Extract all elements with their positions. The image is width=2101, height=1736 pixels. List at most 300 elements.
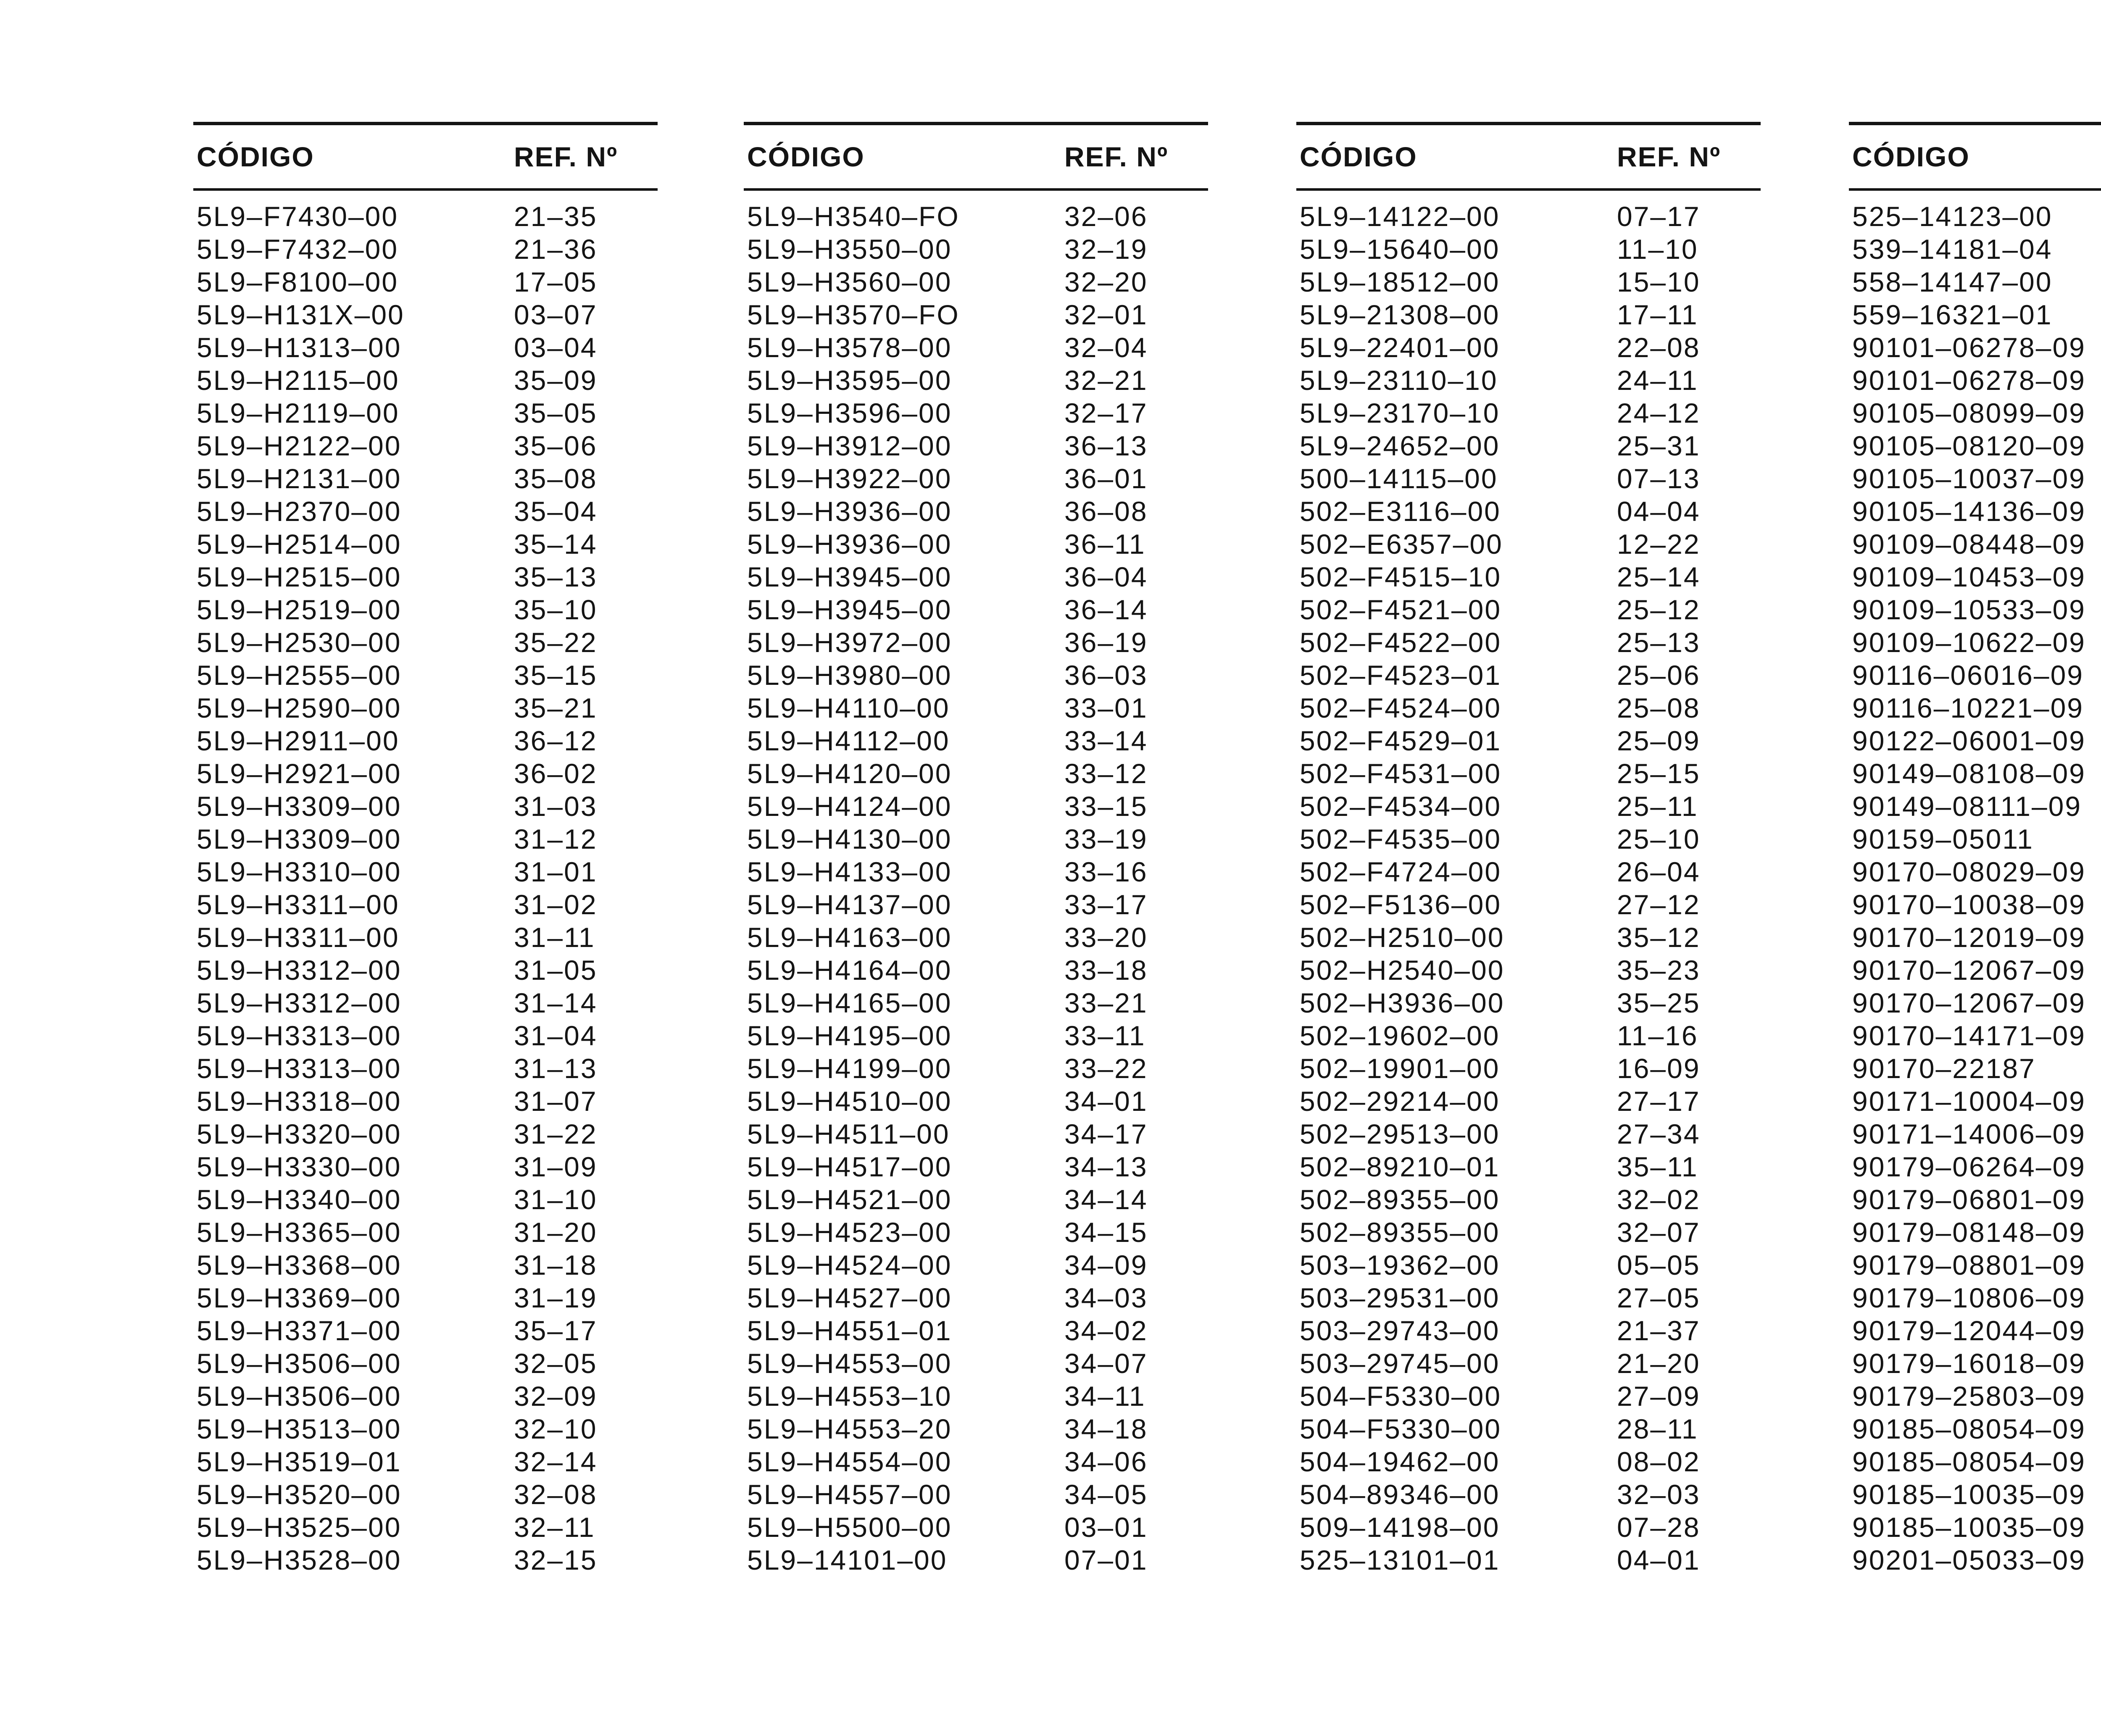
part-code: 5L9–H3313–00 — [197, 1053, 402, 1084]
table-row — [193, 1249, 658, 1281]
table-row — [1849, 1216, 2101, 1249]
table-row — [193, 1052, 658, 1085]
table-row — [1296, 1347, 1761, 1380]
table-row — [744, 888, 1208, 921]
part-code: 502–F4724–00 — [1300, 856, 1502, 887]
part-code: 5L9–22401–00 — [1300, 332, 1500, 363]
ref-number: 32–20 — [1064, 266, 1148, 297]
ref-number: 35–10 — [514, 594, 598, 625]
part-code: 90149–08111–09 — [1852, 791, 2082, 822]
part-code: 5L9–H3578–00 — [747, 332, 952, 363]
table-row — [1296, 986, 1761, 1019]
ref-number: 33–19 — [1064, 823, 1148, 855]
table-row — [744, 1249, 1208, 1281]
ref-number: 32–10 — [514, 1413, 598, 1444]
ref-number: 35–05 — [514, 397, 598, 429]
ref-number: 31–12 — [514, 823, 598, 855]
ref-number: 32–19 — [1064, 234, 1148, 265]
table-row — [1296, 593, 1761, 626]
table-row — [193, 1150, 658, 1183]
part-code: 5L9–H2921–00 — [197, 758, 402, 789]
parts-list — [193, 200, 658, 1576]
ref-number: 11–10 — [1617, 234, 1698, 265]
part-code: 90170–12067–09 — [1852, 987, 2086, 1018]
ref-number: 21–20 — [1617, 1348, 1701, 1379]
table-row — [744, 462, 1208, 495]
column-header — [193, 125, 658, 188]
ref-number: 24–11 — [1617, 365, 1698, 396]
part-code: 5L9–H3318–00 — [197, 1086, 402, 1117]
ref-number: 21–37 — [1617, 1315, 1701, 1346]
part-code: 5L9–H3371–00 — [197, 1315, 402, 1346]
ref-number: 35–08 — [514, 463, 598, 494]
part-code: 5L9–H4164–00 — [747, 955, 952, 986]
table-row — [744, 921, 1208, 954]
table-row — [1849, 200, 2101, 233]
table-row — [744, 1380, 1208, 1412]
ref-number: 32–08 — [514, 1479, 598, 1510]
part-code: 5L9–H3528–00 — [197, 1544, 402, 1576]
ref-number: 35–22 — [514, 627, 598, 658]
ref-number: 16–09 — [1617, 1053, 1701, 1084]
ref-number: 32–05 — [514, 1348, 598, 1379]
part-code: 539–14181–04 — [1852, 234, 2053, 265]
ref-number: 31–09 — [514, 1151, 598, 1182]
table-row — [1849, 298, 2101, 331]
table-row — [193, 266, 658, 298]
table-row — [1849, 626, 2101, 659]
part-code: 5L9–H3980–00 — [747, 660, 952, 691]
part-code: 5L9–H3520–00 — [197, 1479, 402, 1510]
part-code: 5L9–H3340–00 — [197, 1184, 402, 1215]
ref-number: 36–08 — [1064, 496, 1148, 527]
ref-number: 34–13 — [1064, 1151, 1148, 1182]
table-row — [1296, 1511, 1761, 1544]
part-code: 5L9–H3936–00 — [747, 529, 952, 560]
table-row — [1296, 692, 1761, 724]
ref-number: 36–03 — [1064, 660, 1148, 691]
ref-number: 33–22 — [1064, 1053, 1148, 1084]
table-row — [1296, 1445, 1761, 1478]
table-row — [1849, 560, 2101, 593]
table-row — [193, 200, 658, 233]
table-row — [1296, 429, 1761, 462]
part-code: 5L9–H4163–00 — [747, 922, 952, 953]
part-code: 5L9–F7432–00 — [197, 234, 399, 265]
part-code: 5L9–H3922–00 — [747, 463, 952, 494]
part-code: 5L9–H3369–00 — [197, 1282, 402, 1313]
ref-number: 07–17 — [1617, 201, 1701, 232]
ref-number: 27–12 — [1617, 889, 1701, 920]
part-code: 5L9–H3596–00 — [747, 397, 952, 429]
table-row — [193, 954, 658, 986]
part-code: 5L9–H4124–00 — [747, 791, 952, 822]
ref-number: 33–15 — [1064, 791, 1148, 822]
ref-number: 35–25 — [1617, 987, 1701, 1018]
part-code: 5L9–H3513–00 — [197, 1413, 402, 1444]
table-row — [193, 560, 658, 593]
table-row — [1849, 429, 2101, 462]
table-row — [1296, 1019, 1761, 1052]
part-code: 5L9–H4553–10 — [747, 1381, 952, 1412]
table-row — [1296, 200, 1761, 233]
table-row — [744, 233, 1208, 266]
header-top-rule — [1849, 122, 2101, 125]
part-code: 90159–05011 — [1852, 823, 2034, 855]
ref-number: 17–05 — [514, 266, 598, 297]
part-code: 5L9–H3311–00 — [197, 889, 400, 920]
ref-number: 34–03 — [1064, 1282, 1148, 1313]
part-code: 90105–08120–09 — [1852, 430, 2086, 461]
table-row — [1849, 692, 2101, 724]
table-row — [1296, 659, 1761, 692]
table-row — [1849, 1511, 2101, 1544]
part-code: 90170–14171–09 — [1852, 1020, 2086, 1051]
ref-number: 07–13 — [1617, 463, 1701, 494]
table-row — [744, 1085, 1208, 1118]
table-row — [1296, 954, 1761, 986]
table-row — [1849, 1281, 2101, 1314]
part-code: 5L9–H2514–00 — [197, 529, 402, 560]
part-code: 5L9–H2370–00 — [197, 496, 402, 527]
table-row — [744, 593, 1208, 626]
ref-number: 36–19 — [1064, 627, 1148, 658]
part-code: 90116–06016–09 — [1852, 660, 2084, 691]
ref-number: 03–04 — [514, 332, 598, 363]
part-code: 502–F4515–10 — [1300, 561, 1502, 592]
part-code: 5L9–24652–00 — [1300, 430, 1500, 461]
table-row — [193, 1085, 658, 1118]
ref-number: 32–21 — [1064, 365, 1148, 396]
parts-list — [1296, 200, 1761, 1576]
header-ref-label: REF. Nº — [1064, 141, 1169, 172]
part-code: 5L9–H3912–00 — [747, 430, 952, 461]
table-row — [1849, 954, 2101, 986]
table-row — [1849, 233, 2101, 266]
part-code: 5L9–H4511–00 — [747, 1118, 950, 1149]
part-code: 5L9–18512–00 — [1300, 266, 1500, 297]
table-row — [1849, 1412, 2101, 1445]
table-row — [1296, 495, 1761, 528]
table-row — [744, 1281, 1208, 1314]
part-code: 5L9–H3936–00 — [747, 496, 952, 527]
table-row — [1296, 331, 1761, 364]
ref-number: 31–10 — [514, 1184, 598, 1215]
table-row — [744, 528, 1208, 560]
table-row — [1849, 1019, 2101, 1052]
table-row — [193, 397, 658, 429]
ref-number: 22–08 — [1617, 332, 1701, 363]
table-row — [744, 954, 1208, 986]
part-code: 502–29513–00 — [1300, 1118, 1500, 1149]
ref-number: 12–22 — [1617, 529, 1701, 560]
ref-number: 15–10 — [1617, 266, 1701, 297]
parts-column-2 — [744, 122, 1208, 1576]
part-code: 5L9–H3972–00 — [747, 627, 952, 658]
ref-number: 33–18 — [1064, 955, 1148, 986]
table-row — [193, 1412, 658, 1445]
ref-number: 07–01 — [1064, 1544, 1148, 1576]
parts-column-1 — [193, 122, 658, 1576]
table-row — [193, 233, 658, 266]
header-code-label: CÓDIGO — [1300, 141, 1417, 172]
table-row — [193, 1511, 658, 1544]
part-code: 502–89355–00 — [1300, 1184, 1500, 1215]
table-row — [193, 692, 658, 724]
ref-number: 31–11 — [514, 922, 595, 953]
table-row — [1296, 626, 1761, 659]
parts-column-3 — [1296, 122, 1761, 1576]
part-code: 5L9–H5500–00 — [747, 1512, 952, 1543]
ref-number: 33–01 — [1064, 692, 1148, 723]
part-code: 5L9–H4133–00 — [747, 856, 952, 887]
part-code: 504–19462–00 — [1300, 1446, 1500, 1477]
table-row — [744, 855, 1208, 888]
table-row — [193, 495, 658, 528]
table-row — [1296, 724, 1761, 757]
ref-number: 27–34 — [1617, 1118, 1701, 1149]
part-code: 525–14123–00 — [1852, 201, 2053, 232]
ref-number: 36–13 — [1064, 430, 1148, 461]
table-row — [193, 790, 658, 823]
ref-number: 36–04 — [1064, 561, 1148, 592]
part-code: 5L9–H4137–00 — [747, 889, 952, 920]
ref-number: 31–03 — [514, 791, 598, 822]
table-row — [1296, 1281, 1761, 1314]
part-code: 502–H3936–00 — [1300, 987, 1505, 1018]
part-code: 5L9–23110–10 — [1300, 365, 1498, 396]
part-code: 90179–10806–09 — [1852, 1282, 2086, 1313]
table-row — [193, 1019, 658, 1052]
ref-number: 34–15 — [1064, 1217, 1148, 1248]
part-code: 503–29743–00 — [1300, 1315, 1500, 1346]
table-row — [744, 659, 1208, 692]
ref-number: 32–01 — [1064, 299, 1148, 330]
table-row — [193, 757, 658, 790]
part-code: 5L9–21308–00 — [1300, 299, 1500, 330]
part-code: 90185–08054–09 — [1852, 1446, 2086, 1477]
ref-number: 31–02 — [514, 889, 598, 920]
table-row — [1849, 1183, 2101, 1216]
table-row — [744, 823, 1208, 855]
table-row — [744, 1118, 1208, 1150]
part-code: 90179–12044–09 — [1852, 1315, 2086, 1346]
table-row — [744, 790, 1208, 823]
part-code: 503–29745–00 — [1300, 1348, 1500, 1379]
ref-number: 33–12 — [1064, 758, 1148, 789]
part-code: 5L9–H3368–00 — [197, 1249, 402, 1281]
part-code: 90185–08054–09 — [1852, 1413, 2086, 1444]
ref-number: 34–07 — [1064, 1348, 1148, 1379]
ref-number: 27–05 — [1617, 1282, 1701, 1313]
table-row — [744, 1183, 1208, 1216]
ref-number: 31–22 — [514, 1118, 598, 1149]
table-row — [1849, 724, 2101, 757]
part-code: 5L9–H4553–00 — [747, 1348, 952, 1379]
table-row — [1296, 397, 1761, 429]
part-code: 5L9–H2119–00 — [197, 397, 400, 429]
part-code: 90105–14136–09 — [1852, 496, 2086, 527]
table-row — [744, 1544, 1208, 1576]
part-code: 502–19602–00 — [1300, 1020, 1500, 1051]
part-code: 90149–08108–09 — [1852, 758, 2086, 789]
table-row — [1849, 462, 2101, 495]
header-ref-label: REF. Nº — [1617, 141, 1721, 172]
ref-number: 36–02 — [514, 758, 598, 789]
table-row — [1296, 921, 1761, 954]
parts-list — [1849, 200, 2101, 1576]
part-code: 502–F4524–00 — [1300, 692, 1502, 723]
part-code: 502–89355–00 — [1300, 1217, 1500, 1248]
table-row — [1296, 1544, 1761, 1576]
table-row — [744, 266, 1208, 298]
table-row — [1849, 1478, 2101, 1511]
table-row — [1849, 528, 2101, 560]
table-row — [744, 626, 1208, 659]
ref-number: 32–17 — [1064, 397, 1148, 429]
part-code: 5L9–F8100–00 — [197, 266, 399, 297]
ref-number: 36–12 — [514, 725, 598, 756]
table-row — [1849, 1085, 2101, 1118]
part-code: 90109–10533–09 — [1852, 594, 2086, 625]
part-code: 500–14115–00 — [1300, 463, 1498, 494]
table-row — [1849, 331, 2101, 364]
table-row — [1296, 823, 1761, 855]
part-code: 90170–12067–09 — [1852, 955, 2086, 986]
part-code: 5L9–H4553–20 — [747, 1413, 952, 1444]
ref-number: 34–09 — [1064, 1249, 1148, 1281]
header-code-label: CÓDIGO — [197, 141, 314, 172]
part-code: 5L9–H3312–00 — [197, 987, 402, 1018]
ref-number: 33–16 — [1064, 856, 1148, 887]
part-code: 5L9–H4554–00 — [747, 1446, 952, 1477]
table-row — [1849, 1314, 2101, 1347]
ref-number: 04–04 — [1617, 496, 1701, 527]
table-row — [1849, 397, 2101, 429]
table-row — [1296, 233, 1761, 266]
ref-number: 33–21 — [1064, 987, 1148, 1018]
table-row — [193, 331, 658, 364]
table-row — [744, 364, 1208, 397]
table-row — [1849, 1150, 2101, 1183]
part-code: 5L9–H2530–00 — [197, 627, 402, 658]
part-code: 5L9–H3560–00 — [747, 266, 952, 297]
ref-number: 32–11 — [514, 1512, 595, 1543]
table-row — [193, 724, 658, 757]
table-row — [744, 1019, 1208, 1052]
part-code: 502–E3116–00 — [1300, 496, 1501, 527]
table-row — [1296, 1052, 1761, 1085]
table-row — [744, 1150, 1208, 1183]
part-code: 504–F5330–00 — [1300, 1413, 1502, 1444]
part-code: 5L9–H2555–00 — [197, 660, 402, 691]
table-row — [1296, 1412, 1761, 1445]
part-code: 5L9–H4523–00 — [747, 1217, 952, 1248]
ref-number: 36–01 — [1064, 463, 1148, 494]
ref-number: 31–05 — [514, 955, 598, 986]
ref-number: 35–12 — [1617, 922, 1701, 953]
ref-number: 32–03 — [1617, 1479, 1701, 1510]
ref-number: 34–14 — [1064, 1184, 1148, 1215]
ref-number: 32–04 — [1064, 332, 1148, 363]
part-code: 5L9–H4557–00 — [747, 1479, 952, 1510]
table-row — [744, 1511, 1208, 1544]
ref-number: 08–02 — [1617, 1446, 1701, 1477]
table-row — [193, 1183, 658, 1216]
ref-number: 25–10 — [1617, 823, 1701, 855]
part-code: 5L9–H4521–00 — [747, 1184, 952, 1215]
part-code: 90101–06278–09 — [1852, 365, 2086, 396]
table-row — [193, 823, 658, 855]
part-code: 5L9–H2131–00 — [197, 463, 402, 494]
ref-number: 27–17 — [1617, 1086, 1701, 1117]
part-code: 502–F4531–00 — [1300, 758, 1502, 789]
column-header — [744, 125, 1208, 188]
ref-number: 11–16 — [1617, 1020, 1698, 1051]
part-code: 5L9–H3309–00 — [197, 823, 402, 855]
table-row — [744, 1412, 1208, 1445]
ref-number: 34–01 — [1064, 1086, 1148, 1117]
part-code: 90109–08448–09 — [1852, 529, 2086, 560]
part-code: 5L9–H3506–00 — [197, 1381, 402, 1412]
table-row — [1296, 888, 1761, 921]
table-row — [1296, 528, 1761, 560]
table-row — [1849, 757, 2101, 790]
table-row — [1296, 298, 1761, 331]
table-row — [744, 397, 1208, 429]
part-code: 559–16321–01 — [1852, 299, 2053, 330]
part-code: 5L9–H3595–00 — [747, 365, 952, 396]
part-code: 90185–10035–09 — [1852, 1512, 2086, 1543]
part-code: 90105–10037–09 — [1852, 463, 2086, 494]
ref-number: 31–04 — [514, 1020, 598, 1051]
part-code: 5L9–H2911–00 — [197, 725, 400, 756]
ref-number: 32–06 — [1064, 201, 1148, 232]
table-row — [744, 429, 1208, 462]
table-row — [1849, 659, 2101, 692]
table-row — [1296, 1085, 1761, 1118]
part-code: 5L9–H4112–00 — [747, 725, 950, 756]
ref-number: 03–01 — [1064, 1512, 1148, 1543]
column-header — [1296, 125, 1761, 188]
part-code: 502–F4521–00 — [1300, 594, 1502, 625]
part-code: 5L9–H3525–00 — [197, 1512, 402, 1543]
ref-number: 25–09 — [1617, 725, 1701, 756]
table-row — [193, 626, 658, 659]
table-row — [1296, 1150, 1761, 1183]
ref-number: 34–18 — [1064, 1413, 1148, 1444]
ref-number: 27–09 — [1617, 1381, 1701, 1412]
table-row — [193, 1380, 658, 1412]
header-code-label: CÓDIGO — [747, 141, 865, 172]
part-code: 502–E6357–00 — [1300, 529, 1503, 560]
part-code: 5L9–14101–00 — [747, 1544, 948, 1576]
ref-number: 35–13 — [514, 561, 598, 592]
part-code: 5L9–H3310–00 — [197, 856, 402, 887]
part-code: 90122–06001–09 — [1852, 725, 2086, 756]
table-row — [744, 724, 1208, 757]
ref-number: 05–05 — [1617, 1249, 1701, 1281]
part-code: 90179–16018–09 — [1852, 1348, 2086, 1379]
ref-number: 28–11 — [1617, 1413, 1698, 1444]
part-code: 5L9–H2515–00 — [197, 561, 402, 592]
header-bottom-rule — [1296, 188, 1761, 191]
part-code: 5L9–23170–10 — [1300, 397, 1500, 429]
table-row — [193, 855, 658, 888]
ref-number: 34–02 — [1064, 1315, 1148, 1346]
ref-number: 31–01 — [514, 856, 598, 887]
part-code: 90171–14006–09 — [1852, 1118, 2086, 1149]
